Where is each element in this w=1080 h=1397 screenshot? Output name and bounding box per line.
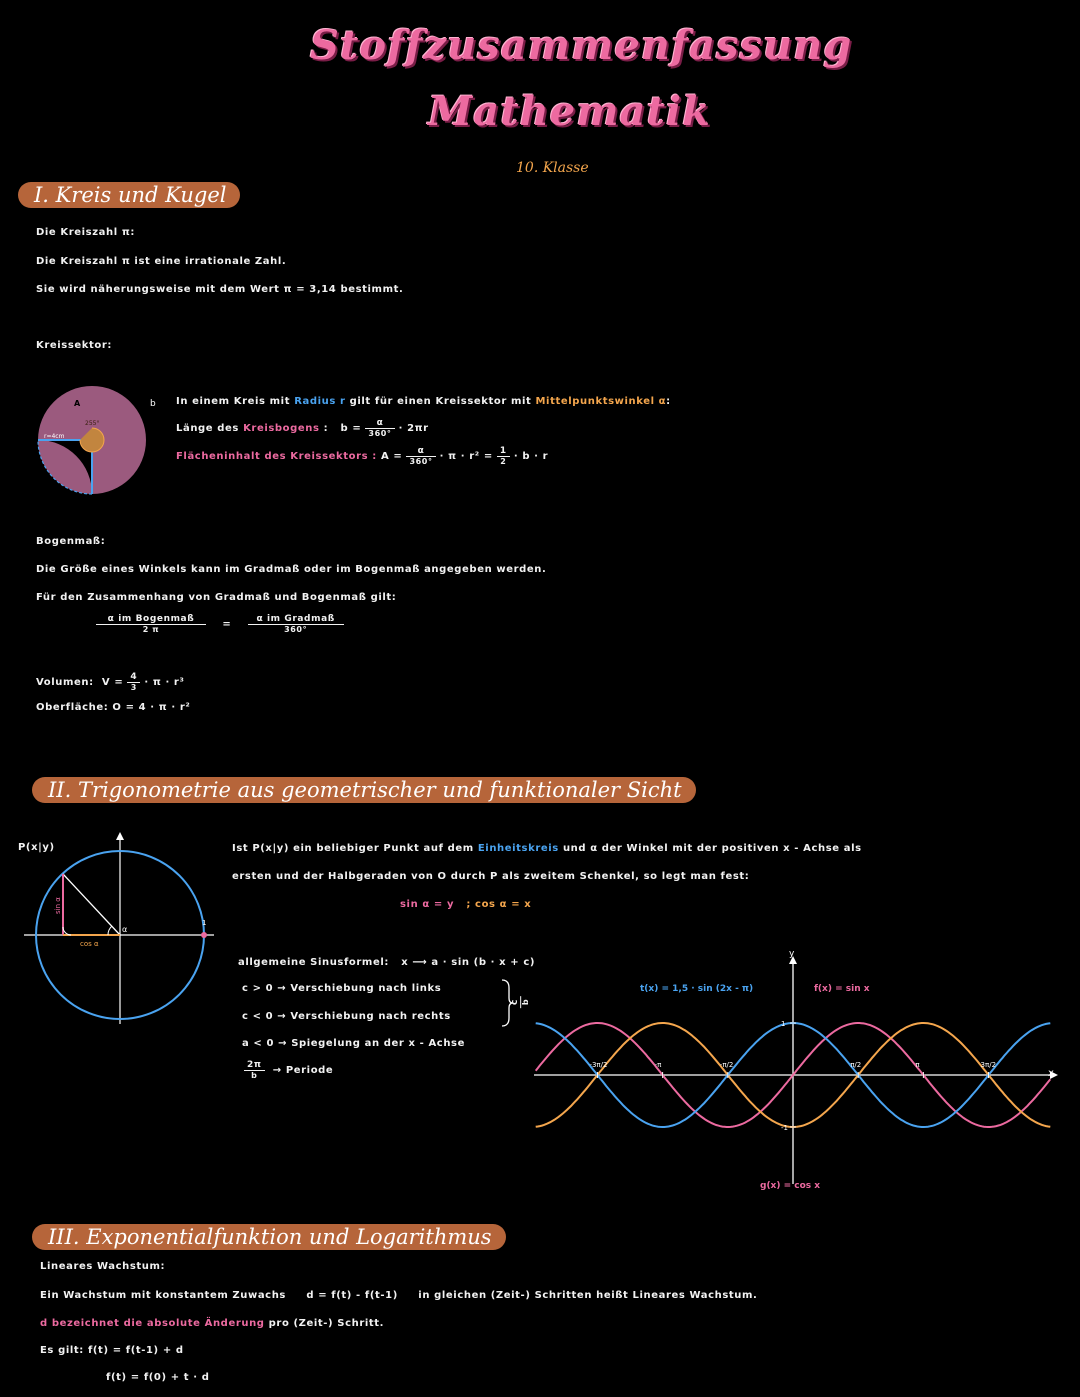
sector-arc-label: b: [150, 399, 156, 409]
radian-line-2: Für den Zusammenhang von Gradmaß und Bogenmaß gilt:: [36, 592, 397, 603]
page-subtitle: Mathematik: [428, 88, 711, 135]
surface-formula: Oberfläche: O = 4 · π · r²: [36, 702, 191, 713]
x-tick-label: 3π/2: [980, 1061, 997, 1069]
sector-area-label: A: [74, 399, 81, 408]
chart-y-label: y: [789, 949, 795, 959]
x-tick-label: -3π/2: [589, 1061, 608, 1069]
sector-radius-label: r=4cm: [44, 433, 65, 440]
y-axis-arrow-icon: [116, 832, 124, 840]
legend-f: f(x) = sin x: [814, 984, 870, 994]
sector-intro: In einem Kreis mit Radius r gilt für einen Kreissektor mit Mittelpunktswinkel α:: [176, 396, 671, 407]
arc-length-formula: Länge des Kreisbogens : b = $\frac{\alpha}{360^\circ}$ · 2πr: [176, 418, 429, 438]
radian-heading: Bogenmaß:: [36, 536, 106, 547]
sector-diagram: [30, 378, 170, 498]
grade-label: 10. Klasse: [516, 160, 589, 176]
radian-fraction-left: $\frac{\text{α im Bogenmaß}}{2 \pi}$: [96, 614, 206, 634]
linear-line-2: d bezeichnet die absolute Änderung pro (Zeit-) Schritt.: [40, 1318, 385, 1329]
sector-angle-label: 255°: [85, 420, 100, 427]
sector-area-formula: Flächeninhalt des Kreissektors : A = $\frac{\alpha}{360^\circ}$ · π · r² = $\frac{1}{2}$ · b · r: [176, 446, 549, 466]
volume-fraction: $\frac{4}{3}$: [127, 672, 140, 692]
pi-line-2: Sie wird näherungsweise mit dem Wert π = 3,14 bestimmt.: [36, 284, 404, 295]
linear-line-4: f(t) = f(0) + t · d: [106, 1372, 210, 1383]
sine-rule-3: a < 0 → Spiegelung an der x - Achse: [242, 1038, 465, 1049]
trig-definition: sin α = y ; cos α = x: [400, 899, 532, 910]
radian-formula: $\frac{\text{α im Bogenmaß}}{2 \pi}$ = $\frac{\text{α im Gradmaß}}{360^\circ}$: [96, 614, 344, 634]
x-tick-label: -π/2: [719, 1061, 734, 1069]
section-3-title: III. Exponentialfunktion und Logarithmus: [32, 1224, 506, 1250]
general-sine-formula: allgemeine Sinusformel: x ⟶ a · sin (b · x + c): [238, 957, 536, 968]
pi-line-1: Die Kreiszahl π ist eine irrationale Zahl.: [36, 256, 287, 267]
alpha-label: α: [122, 925, 128, 934]
chart-x-label: x: [1048, 1068, 1054, 1079]
one-label: 1: [202, 919, 207, 927]
sine-rule-4: $\frac{2\pi}{b}$ → Periode: [244, 1060, 333, 1080]
right-angle-mark: [63, 927, 71, 935]
trig-intro-1: Ist P(x|y) ein beliebiger Punkt auf dem Einheitskreis und α der Winkel mit der positiven x - Achse als: [232, 843, 862, 854]
unit-circle-diagram: [20, 828, 220, 1028]
sine-rule-1: c > 0 → Verschiebung nach links: [242, 983, 442, 994]
section-1-title: I. Kreis und Kugel: [18, 182, 240, 208]
trig-intro-2: ersten und der Halbgeraden von O durch P als zweitem Schenkel, so legt man fest:: [232, 871, 750, 882]
legend-t: t(x) = 1,5 · sin (2x - π): [640, 984, 754, 994]
trig-chart: [530, 946, 1070, 1196]
period-fraction: $\frac{2\pi}{b}$: [244, 1060, 265, 1080]
volume-formula: Volumen: V = $\frac{4}{3}$ · π · r³: [36, 672, 185, 692]
y-tick-label: 1: [781, 1020, 786, 1028]
area-fraction: $\frac{\alpha}{360^\circ}$: [406, 446, 435, 466]
x-tick-label: π: [915, 1061, 920, 1069]
page-title: Stoffzusammenfassung: [310, 22, 853, 69]
pi-heading: Die Kreiszahl π:: [36, 227, 135, 238]
linear-line-3: Es gilt: f(t) = f(t-1) + d: [40, 1345, 184, 1356]
x-tick-label: -π: [654, 1061, 662, 1069]
y-tick-label: -1: [781, 1124, 788, 1132]
linear-line-1: Ein Wachstum mit konstantem Zuwachs d = f(t) - f(t-1) in gleichen (Zeit-) Schritten heißt Lineares Wachstum.: [40, 1290, 758, 1301]
point-one: [201, 932, 207, 938]
radian-fraction-right: $\frac{\text{α im Gradmaß}}{360^\circ}$: [248, 614, 344, 634]
half-fraction: $\frac{1}{2}$: [497, 446, 510, 466]
brace-fraction: c b: [514, 992, 526, 1012]
alpha-arc: [108, 926, 112, 935]
section-2-title: II. Trigonometrie aus geometrischer und funktionaler Sicht: [32, 777, 696, 803]
x-tick-label: π/2: [850, 1061, 862, 1069]
point-label: P(x|y): [18, 842, 55, 853]
radian-line-1: Die Größe eines Winkels kann im Gradmaß oder im Bogenmaß angegeben werden.: [36, 564, 547, 575]
sine-rule-2: c < 0 → Verschiebung nach rechts: [242, 1011, 451, 1022]
legend-g: g(x) = cos x: [760, 1181, 821, 1191]
cos-label: cos α: [80, 940, 99, 948]
arc-fraction: $\frac{\alpha}{360^\circ}$: [365, 418, 394, 438]
linear-heading: Lineares Wachstum:: [40, 1261, 166, 1272]
sin-label: sin α: [54, 897, 62, 914]
sector-heading: Kreissektor:: [36, 340, 113, 351]
